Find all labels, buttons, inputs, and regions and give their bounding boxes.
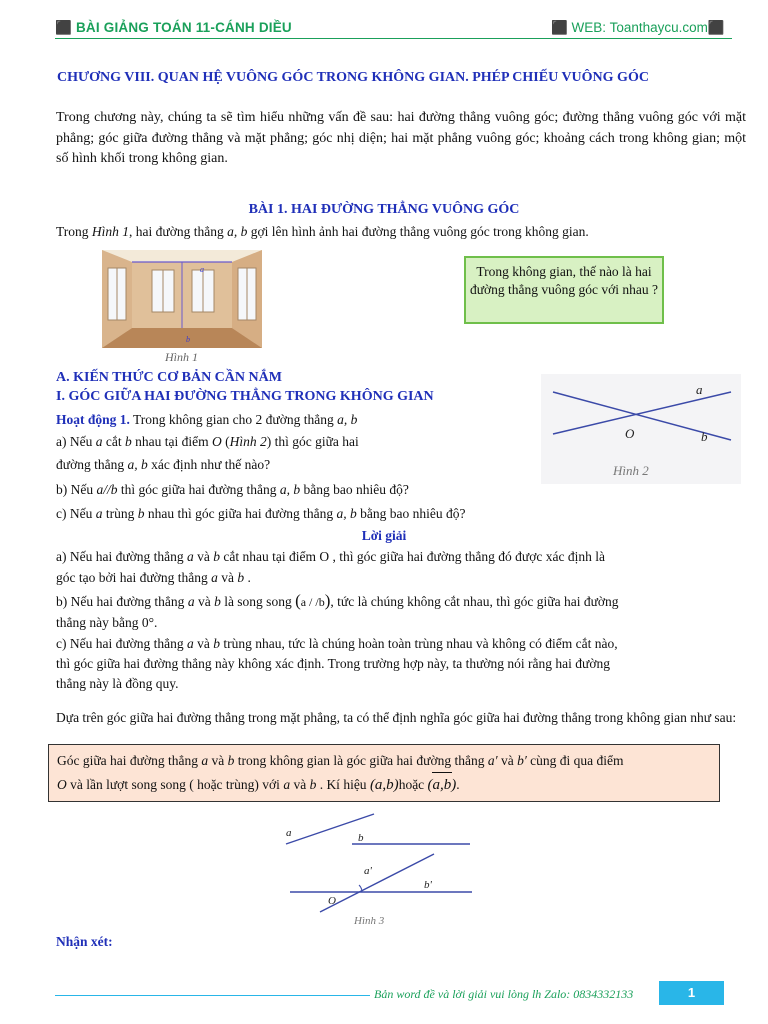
room-photo [102,250,262,348]
activity-intro: Hoạt động 1. Trong không gian cho 2 đường thẳng a, b [56,412,358,427]
fig3-caption: Hình 3 [354,915,385,927]
section-a-heading: A. KIẾN THỨC CƠ BẢN CẦN NẮM [56,370,282,385]
fig3-label-a-prime: a' [364,865,372,877]
fig1-caption: Hình 1 [165,350,198,364]
fig3-label-b: b [358,832,364,844]
fig2-label-o: O [625,426,635,441]
fig1-label-a: a [200,265,204,274]
definition-box [48,744,720,802]
definition-line-2: O và lần lượt song song ( hoặc trùng) với a và b . Kí hiệu (a,b)hoặc (a,b). [57,773,711,797]
question-box: Trong không gian, thế nào là hai đường thẳng vuông góc với nhau ? [464,256,664,324]
fig2-label-a: a [696,382,703,397]
lesson-intro: Trong Hình 1, hai đường thẳng a, b gợi lên hình ảnh hai đường thẳng vuông góc trong không gian. [56,224,589,239]
fig3-label-a: a [286,827,292,839]
remark-heading: Nhận xét: [56,934,113,949]
header-title: ⬛ BÀI GIẢNG TOÁN 11-CÁNH DIỀU [55,20,292,35]
solution-c: c) Nếu hai đường thẳng a và b trùng nhau, tức là chúng hoàn toàn trùng nhau và không có điểm cắt nào, [56,636,618,651]
solution-title: Lời giải [361,528,407,543]
header-website[interactable]: ⬛ WEB: Toanthaycu.com⬛ [551,20,725,35]
solution-c-cont2: thẳng này là đồng quy. [56,676,179,691]
solution-b: b) Nếu hai đường thẳng a và b là song song (a / /b), tức là chúng không cắt nhau, thì góc giữa hai đường [56,591,619,610]
solution-a: a) Nếu hai đường thẳng a và b cắt nhau tại điểm O , thì góc giữa hai đường thẳng đó được xác định là [56,549,605,564]
fig3-line-a-prime [320,854,434,912]
chapter-intro: Trong chương này, chúng ta sẽ tìm hiểu những vấn đề sau: hai đường thẳng vuông góc; đường thẳng vuông góc với mặt phẳng; góc giữa đường thẳng và mặt phẳng; góc nhị diện; hai mặt phẳng vuông góc; khoảng cách trong không gian; một số hình khối trong không gian. [56,110,746,166]
lesson-title: BÀI 1. HAI ĐƯỜNG THẲNG VUÔNG GÓC [248,202,520,217]
activity-question-c: c) Nếu a trùng b nhau thì góc giữa hai đường thẳng a, b bằng bao nhiêu độ? [56,506,466,521]
section-i-heading: I. GÓC GIỮA HAI ĐƯỜNG THẲNG TRONG KHÔNG GIAN [56,389,434,404]
figure-3 [280,806,480,930]
solution-c-cont1: thì góc giữa hai đường thẳng này không xác định. Trong trường hợp này, ta thường nói rằng hai đường [56,656,610,671]
footer-divider [55,995,370,996]
solution-b-cont: thẳng này bằng 0°. [56,615,158,630]
figure-2 [541,374,741,484]
fig2-caption: Hình 2 [613,463,649,478]
activity-question-a: a) Nếu a cắt b nhau tại điểm O (Hình 2) thì góc giữa hai [56,434,359,449]
solution-a-cont: góc tạo bởi hai đường thẳng a và b . [56,570,251,585]
activity-question-a-cont: đường thẳng a, b xác định như thế nào? [56,457,271,472]
room-illustration [102,250,262,348]
definition-line-1: Góc giữa hai đường thẳng a và b trong không gian là góc giữa hai đường thẳng a′ và b′ cùng đi qua điểm [57,753,624,768]
definition-lead: Dựa trên góc giữa hai đường thẳng trong mặt phẳng, ta có thể định nghĩa góc giữa hai đường thẳng trong không gian như sau: [56,710,737,725]
header-divider [55,38,732,39]
footer-contact: Bản word đề và lời giải vui lòng lh Zalo: 0834332133 [374,987,634,1001]
fig3-label-o: O [328,895,336,907]
fig1-label-b: b [186,335,190,344]
activity-question-b: b) Nếu a//b thì góc giữa hai đường thẳng a, b bằng bao nhiêu độ? [56,482,409,497]
chapter-title: CHƯƠNG VIII. QUAN HỆ VUÔNG GÓC TRONG KHÔNG GIAN. PHÉP CHIẾU VUÔNG GÓC [57,70,649,85]
page-number: 1 [659,981,724,1005]
fig3-label-b-prime: b' [424,879,432,891]
fig2-label-b: b [701,429,708,444]
